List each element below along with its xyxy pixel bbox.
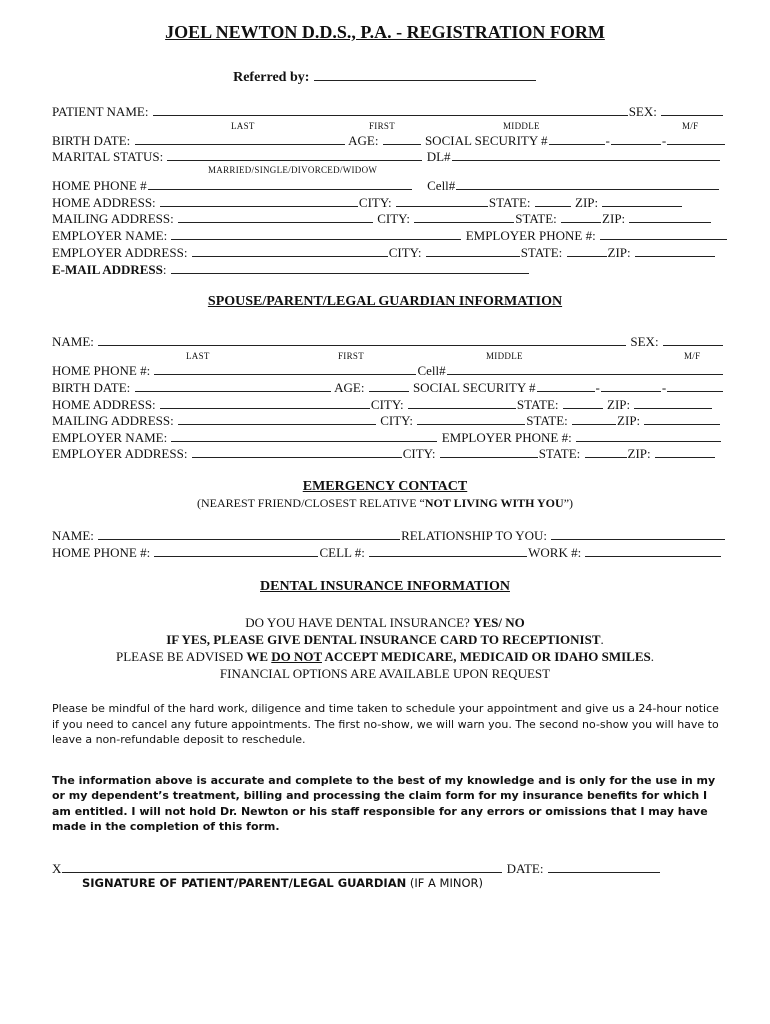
patient-mail-state-field[interactable] [561,210,601,223]
insurance-advised-suffix: ACCEPT MEDICARE, MEDICAID OR IDAHO SMILES [321,649,651,664]
patient-employer-field[interactable] [171,227,461,240]
spouse-sex-field[interactable] [663,333,723,346]
patient-name-field[interactable] [153,103,628,116]
spouse-mail-city-field[interactable] [417,412,525,425]
patient-city-label: CITY: [358,195,392,210]
spouse-home-address-field[interactable] [160,396,370,409]
patient-cell-field[interactable] [456,177,719,190]
patient-marital-row [52,148,721,165]
spouse-mailing-label: MAILING ADDRESS: [52,413,174,428]
spouse-mail-city-label: CITY: [380,413,413,428]
patient-sex-label: SEX: [628,104,657,119]
insurance-advised-we: WE [246,649,272,664]
patient-sub-last: LAST [231,121,255,131]
spouse-birth-label: BIRTH DATE: [52,380,131,395]
spouse-employer-address-field[interactable] [192,445,402,458]
patient-mail-zip-label: ZIP: [602,211,626,226]
emergency-relationship-label: RELATIONSHIP TO YOU: [401,528,548,543]
emergency-heading: EMERGENCY CONTACT [302,479,468,494]
patient-emp-state-field[interactable] [567,244,607,257]
spouse-mail-zip-label: ZIP: [617,413,641,428]
patient-emp-state-label: STATE: [520,245,563,260]
patient-email-colon: : [162,262,167,277]
spouse-state-label: STATE: [516,397,559,412]
insurance-card-notice-period: . [600,632,604,647]
patient-employer-row [52,227,728,244]
insurance-yes-no: YES/ NO [473,615,525,630]
spouse-mail-state-field[interactable] [572,412,616,425]
spouse-employer-address-label: EMPLOYER ADDRESS: [52,446,188,461]
emergency-name-row [52,527,726,544]
patient-home-phone-label: HOME PHONE # [52,178,147,193]
referred-by-label: Referred by: [233,70,310,85]
signature-date-field[interactable] [548,860,660,873]
signature-caption [82,876,483,890]
emergency-work-field[interactable] [585,544,721,557]
insurance-card-notice-text: IF YES, PLEASE GIVE DENTAL INSURANCE CARD TO RECEPTIONIST [166,632,601,647]
marital-options: MARRIED/SINGLE/DIVORCED/WIDOW [208,165,378,175]
spouse-sex-label: SEX: [630,334,659,349]
patient-employer-address-row [52,244,716,261]
spouse-employer-phone-field[interactable] [576,429,721,442]
patient-email-row [52,261,530,278]
spouse-sub-middle: MIDDLE [486,351,523,361]
patient-mail-state-label: STATE: [515,211,557,226]
emergency-note-bold: NOT LIVING WITH YOU [424,496,564,510]
patient-age-label: AGE: [348,133,379,148]
patient-employer-label: EMPLOYER NAME: [52,228,168,243]
spouse-employer-address-row [52,445,716,462]
patient-ssn-field-2[interactable] [611,132,661,145]
patient-email-field[interactable] [171,261,529,274]
patient-birth-field[interactable] [135,132,345,145]
spouse-mail-zip-field[interactable] [644,412,720,425]
spouse-city-label: CITY: [370,397,404,412]
emergency-cell-field[interactable] [369,544,527,557]
signature-x: X [52,861,62,876]
insurance-financial: FINANCIAL OPTIONS ARE AVAILABLE UPON REQUEST [219,666,551,681]
spouse-zip-field[interactable] [634,396,712,409]
patient-marital-label: MARITAL STATUS: [52,149,164,164]
spouse-sub-last: LAST [186,351,210,361]
spouse-name-row [52,333,724,350]
patient-mailing-field[interactable] [178,210,373,223]
patient-state-field[interactable] [535,194,571,207]
patient-zip-field[interactable] [602,194,682,207]
spouse-home-phone-label: HOME PHONE #: [52,363,151,378]
patient-email-label: E-MAIL ADDRESS [52,262,163,277]
patient-employer-address-label: EMPLOYER ADDRESS: [52,245,188,260]
signature-label: SIGNATURE OF PATIENT/PARENT/LEGAL GUARDIAN [82,876,407,890]
patient-cell-label: Cell# [427,178,456,193]
insurance-question-text: DO YOU HAVE DENTAL INSURANCE? [245,615,474,630]
spouse-name-field[interactable] [98,333,626,346]
patient-mail-zip-field[interactable] [629,210,711,223]
spouse-home-address-row [52,396,713,413]
spouse-ssn-label: SOCIAL SECURITY # [412,380,536,395]
insurance-card-notice [0,632,770,648]
spouse-mailing-row [52,412,721,429]
patient-name-row [52,103,724,120]
spouse-emp-city-field[interactable] [440,445,538,458]
spouse-emp-state-field[interactable] [585,445,627,458]
patient-home-address-label: HOME ADDRESS: [52,195,156,210]
patient-employer-address-field[interactable] [192,244,388,257]
referred-by-row [0,68,770,86]
patient-employer-phone-field[interactable] [600,227,727,240]
patient-ssn-field-1[interactable] [549,132,605,145]
patient-home-address-row [52,194,683,211]
patient-mail-city-field[interactable] [414,210,514,223]
emergency-home-phone-field[interactable] [154,544,318,557]
emergency-phone-row [52,544,722,561]
insurance-advised-prefix: PLEASE BE ADVISED [115,649,247,664]
spouse-ssn-field-2[interactable] [601,379,661,392]
patient-birth-row: BIRTH DATE: AGE: SOCIAL SECURITY # - - [52,132,726,149]
patient-home-phone-row [52,177,720,194]
insurance-advised [0,649,770,665]
emergency-work-label: WORK #: [528,545,582,560]
signature-field[interactable] [62,860,502,873]
insurance-question [0,615,770,631]
patient-mailing-row [52,210,712,227]
attestation: The information above is accurate and complete to the best of my knowledge and is only for the use in my or my dependent’s treatment, billing and processing the claim form for my insurance benefits for which I am entitled. I will not hold Dr. Newton or his staff responsible for any errors or omissions that I may have made in the completion of this form. [52,774,716,833]
signature-date-label: DATE: [503,861,544,876]
spouse-emp-state-label: STATE: [538,446,581,461]
patient-sub-mf: M/F [682,121,699,131]
spouse-mail-state-label: STATE: [526,413,568,428]
emergency-relationship-field[interactable] [551,527,725,540]
patient-employer-phone-label: EMPLOYER PHONE #: [465,228,596,243]
patient-emp-city-field[interactable] [426,244,520,257]
spouse-zip-label: ZIP: [607,397,631,412]
signature-row [52,860,661,877]
insurance-advised-do-not: DO NOT [271,649,322,664]
spouse-home-phone-row [52,362,724,379]
spouse-emp-city-label: CITY: [402,446,436,461]
spouse-state-field[interactable] [563,396,603,409]
emergency-name-field[interactable] [98,527,400,540]
patient-state-label: STATE: [488,195,531,210]
emergency-note [0,496,770,511]
emergency-note-suffix: ”) [563,496,574,510]
spouse-home-phone-field[interactable] [154,362,416,375]
patient-city-field[interactable] [396,194,488,207]
spouse-birth-field[interactable] [135,379,331,392]
spouse-cell-field[interactable] [447,362,723,375]
spouse-city-field[interactable] [408,396,516,409]
emergency-name-label: NAME: [52,528,94,543]
spouse-mailing-field[interactable] [178,412,376,425]
patient-name-label: PATIENT NAME: [52,104,149,119]
spouse-ssn-field-3[interactable] [667,379,723,392]
patient-marital-field[interactable] [167,148,422,161]
patient-sex-field[interactable] [661,103,723,116]
insurance-heading: DENTAL INSURANCE INFORMATION [260,579,510,594]
insurance-advised-period: . [650,649,654,664]
patient-ssn-field-3[interactable] [667,132,725,145]
patient-home-phone-field[interactable] [148,177,412,190]
patient-ssn-label: SOCIAL SECURITY # [424,133,548,148]
referred-by-field[interactable] [314,68,536,81]
patient-emp-zip-label: ZIP: [607,245,631,260]
patient-dl-label: DL# [426,149,451,164]
spouse-name-label: NAME: [52,334,94,349]
spouse-cell-label: Cell# [417,363,446,378]
spouse-sub-first: FIRST [338,351,365,361]
emergency-cell-label: CELL #: [319,545,365,560]
patient-mailing-label: MAILING ADDRESS: [52,211,174,226]
spouse-emp-zip-label: ZIP: [627,446,651,461]
patient-zip-label: ZIP: [575,195,599,210]
spouse-employer-label: EMPLOYER NAME: [52,430,168,445]
patient-emp-city-label: CITY: [388,245,422,260]
spouse-birth-row: BIRTH DATE: AGE: SOCIAL SECURITY # - - [52,379,724,396]
spouse-employer-phone-label: EMPLOYER PHONE #: [441,430,572,445]
patient-home-address-field[interactable] [160,194,358,207]
cancellation-policy: Please be mindful of the hard work, diligence and time taken to schedule your appointment and give us a 24-hour notice if you need to cancel any future appointments. The first no-show, we will warn you. The second no-show you will have to leave a non-refundable deposit to reschedule. [52,702,719,746]
patient-mail-city-label: CITY: [377,211,410,226]
signature-label-note: (IF A MINOR) [406,876,484,890]
spouse-age-field[interactable] [369,379,409,392]
spouse-emp-zip-field[interactable] [655,445,715,458]
spouse-heading: SPOUSE/PARENT/LEGAL GUARDIAN INFORMATION [207,294,563,309]
spouse-ssn-field-1[interactable] [537,379,595,392]
patient-sub-middle: MIDDLE [503,121,540,131]
emergency-home-phone-label: HOME PHONE #: [52,545,151,560]
patient-emp-zip-field[interactable] [635,244,715,257]
spouse-employer-field[interactable] [171,429,437,442]
form-title: JOEL NEWTON D.D.S., P.A. - REGISTRATION FORM [165,22,605,42]
emergency-note-prefix: (NEAREST FRIEND/CLOSEST RELATIVE “ [196,496,425,510]
spouse-home-address-label: HOME ADDRESS: [52,397,156,412]
spouse-sub-mf: M/F [684,351,701,361]
patient-sub-first: FIRST [369,121,396,131]
patient-age-field[interactable] [383,132,421,145]
patient-birth-label: BIRTH DATE: [52,133,131,148]
spouse-age-label: AGE: [334,380,365,395]
patient-dl-field[interactable] [452,148,720,161]
spouse-employer-row [52,429,722,446]
